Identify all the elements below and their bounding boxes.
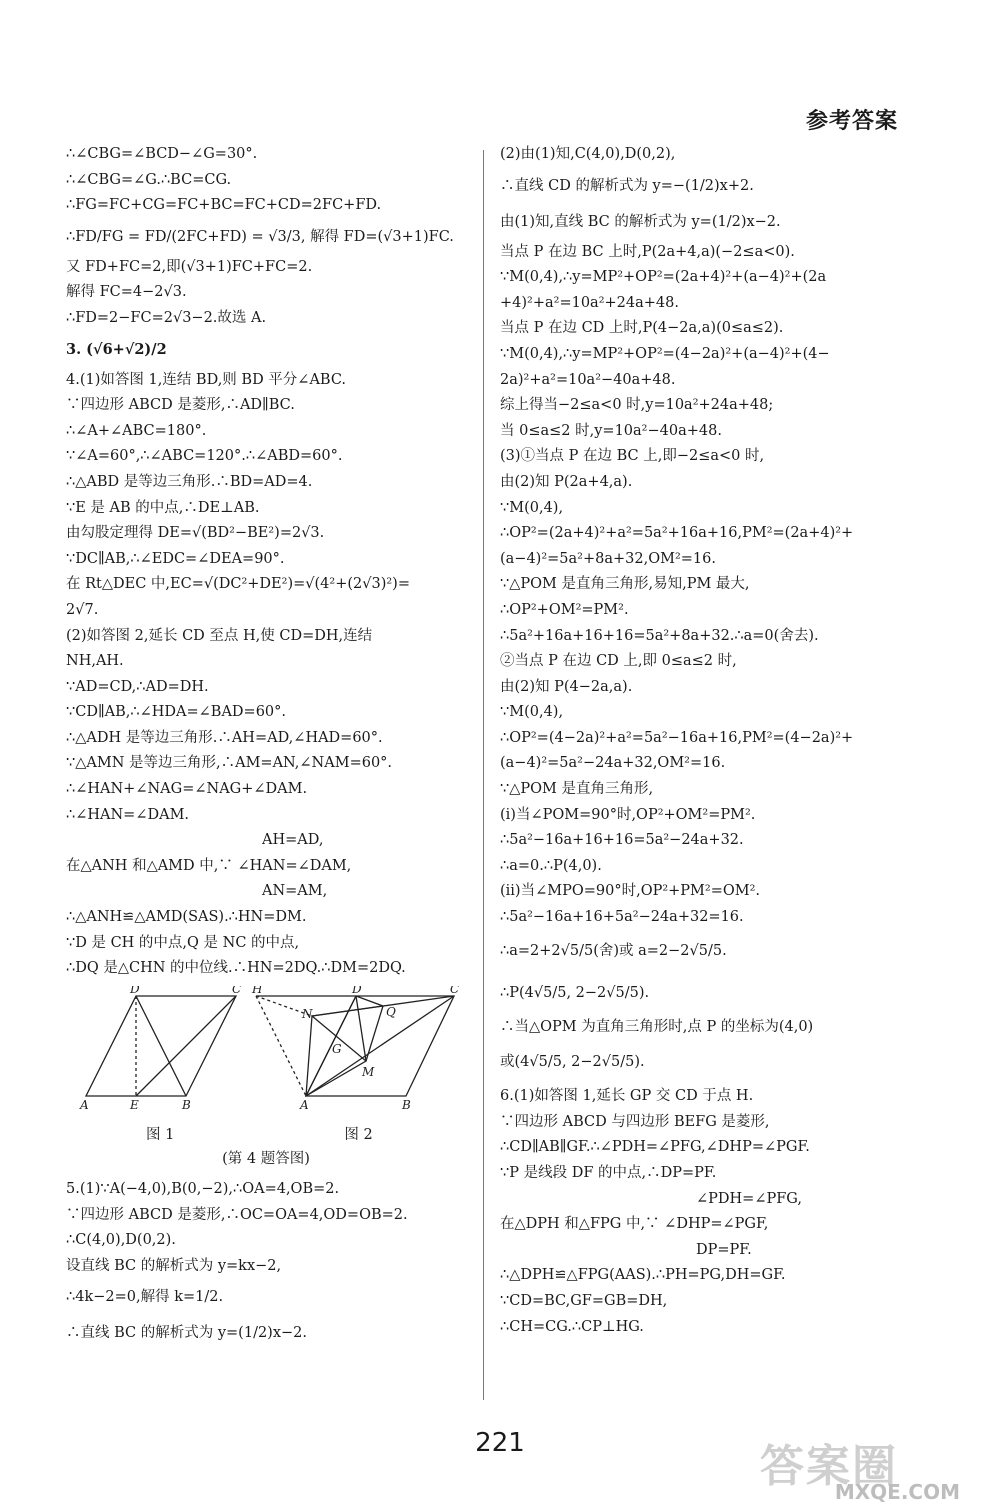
text-line: (3)①当点 P 在边 BC 上,即−2≤a<0 时, <box>500 448 765 465</box>
text-line: ∵∠A=60°,∴∠ABC=120°.∴∠ABD=60°. <box>66 448 343 465</box>
text-line: 由(2)知 P(4−2a,a). <box>500 678 633 695</box>
geometry-figures <box>66 986 466 1114</box>
text-line: ∴CH=CG.∴CP⊥HG. <box>500 1318 644 1335</box>
text-line: (ii)当∠MPO=90°时,OP²+PM²=OM². <box>500 883 761 900</box>
text-line: 4.(1)如答图 1,连结 BD,则 BD 平分∠ABC. <box>66 371 347 388</box>
text-line: (2)由(1)知,C(4,0),D(0,2), <box>500 146 676 162</box>
figure-1 <box>86 996 236 1096</box>
answer-6: 6.(1)如答图 1,延长 GP 交 CD 于点 H. <box>500 1088 754 1105</box>
figure-2 <box>256 996 454 1096</box>
text-line: ∵CD∥AB,∴∠HDA=∠BAD=60°. <box>66 704 287 721</box>
text-line: ∴∠CBG=∠BCD−∠G=30°. <box>66 146 258 162</box>
text-line: 设直线 BC 的解析式为 y=kx−2, <box>66 1257 282 1274</box>
text-line: ∵CD=BC,GF=GB=DH, <box>500 1292 668 1309</box>
text-line: ∴∠HAN+∠NAG=∠NAG+∠DAM. <box>66 781 308 798</box>
left-column <box>66 142 466 1351</box>
column-divider <box>483 150 484 1400</box>
fig2-caption: 图 2 <box>344 1127 373 1144</box>
brace-line: DP=PF. <box>696 1241 752 1258</box>
text-line: ∴直线 CD 的解析式为 y=−(1/2)x+2. <box>500 177 754 194</box>
fig2-label-M: M <box>362 1064 375 1079</box>
text-line: 又 FD+FC=2,即(√3+1)FC+FC=2. <box>66 258 313 275</box>
text-line: 当 0≤a≤2 时,y=10a²−40a+48. <box>500 422 722 439</box>
brace-line: ∠PDH=∠PFG, <box>696 1190 802 1207</box>
fig2-label-C: C <box>450 985 460 996</box>
fig1-caption: 图 1 <box>146 1127 175 1144</box>
watermark-text: 答案圈 <box>760 1441 898 1492</box>
text-line: ∵△POM 是直角三角形, <box>500 781 654 798</box>
fig1-label-D: D <box>130 985 140 996</box>
text-line: ∴4k−2=0,解得 k=1/2. <box>66 1289 224 1306</box>
text-line: ∴5a²−16a+16+16=5a²−24a+32. <box>500 832 744 849</box>
text-line: ∵AD=CD,∴AD=DH. <box>66 678 209 695</box>
text-line: ∴a=2+2√5/5(舍)或 a=2−2√5/5. <box>500 942 727 959</box>
text-line: ∴CD∥AB∥GF.∴∠PDH=∠PFG,∠DHP=∠PGF. <box>500 1139 810 1156</box>
brace-line: AN=AM, <box>262 883 328 900</box>
fig2-label-B: B <box>402 1097 411 1112</box>
fig1-label-C: C <box>232 985 242 996</box>
text-line: NH,AH. <box>66 653 124 670</box>
text-line: +4)²+a²=10a²+24a+48. <box>500 294 679 311</box>
page-number: 221 <box>475 1428 525 1458</box>
text-line: ∴△ADH 是等边三角形.∴AH=AD,∠HAD=60°. <box>66 729 383 746</box>
watermark-url: MXQE.COM <box>834 1480 960 1504</box>
text-line: ∴a=0.∴P(4,0). <box>500 857 602 874</box>
text-line: 解得 FC=4−2√3. <box>66 284 187 301</box>
text-line: 当点 P 在边 CD 上时,P(4−2a,a)(0≤a≤2). <box>500 320 784 337</box>
text-line: ∴∠HAN=∠DAM. <box>66 806 190 823</box>
text-line: (2)如答图 2,延长 CD 至点 H,使 CD=DH,连结 <box>66 627 373 644</box>
text-line: ∵四边形 ABCD 与四边形 BEFG 是菱形, <box>500 1113 770 1130</box>
text-line: ∴5a²−16a+16+5a²−24a+32=16. <box>500 909 744 926</box>
text-line: ∴OP²=(4−2a)²+a²=5a²−16a+16,PM²=(4−2a)²+ <box>500 729 854 746</box>
text-line: ∴当△OPM 为直角三角形时,点 P 的坐标为(4,0) <box>500 1018 814 1035</box>
watermark-logo <box>760 1430 970 1504</box>
text-line: ∴△DPH≌△FPG(AAS).∴PH=PG,DH=GF. <box>500 1267 786 1284</box>
text-line: 综上得当−2≤a<0 时,y=10a²+24a+48; <box>500 397 774 414</box>
fig1-label-E: E <box>130 1097 139 1112</box>
text-line: ∴OP²+OM²=PM². <box>500 601 629 618</box>
text-line: 由(2)知 P(2a+4,a). <box>500 473 633 490</box>
fig2-label-A: A <box>300 1097 309 1112</box>
answer-3: 3. (√6+√2)/2 <box>66 340 167 358</box>
text-line: ∵P 是线段 DF 的中点,∴DP=PF. <box>500 1165 717 1181</box>
text-line: 在 Rt△DEC 中,EC=√(DC²+DE²)=√(4²+(2√3)²)= <box>66 576 410 593</box>
text-line: ∵M(0,4),∴y=MP²+OP²=(2a+4)²+(a−4)²+(2a <box>500 269 827 286</box>
text-line: ∴∠A+∠ABC=180°. <box>66 422 207 439</box>
text-line: ∵四边形 ABCD 是菱形,∴OC=OA=4,OD=OB=2. <box>66 1206 408 1223</box>
text-line: ∴∠CBG=∠G.∴BC=CG. <box>66 171 232 188</box>
text-line: ∵四边形 ABCD 是菱形,∴AD∥BC. <box>66 397 295 414</box>
text-line: (i)当∠POM=90°时,OP²+OM²=PM². <box>500 806 756 823</box>
fig1-label-A: A <box>80 1097 89 1112</box>
text-line: ∴P(4√5/5, 2−2√5/5). <box>500 984 650 1001</box>
text-line: (a−4)²=5a²−24a+32,OM²=16. <box>500 755 726 772</box>
brace-line: 在△DPH 和△FPG 中,∵ ∠DHP=∠PGF, <box>500 1216 769 1233</box>
text-line: 2√7. <box>66 601 99 618</box>
text-line: 5.(1)∵A(−4,0),B(0,−2),∴OA=4,OB=2. <box>66 1181 340 1197</box>
text-line: ∴OP²=(2a+4)²+a²=5a²+16a+16,PM²=(2a+4)²+ <box>500 525 854 542</box>
fig2-label-N: N <box>302 1006 313 1021</box>
fig2-label-Q: Q <box>386 1004 396 1019</box>
text-line: ∵DC∥AB,∴∠EDC=∠DEA=90°. <box>66 550 285 567</box>
text-line: (a−4)²=5a²+8a+32,OM²=16. <box>500 550 716 567</box>
text-line: ∵M(0,4),∴y=MP²+OP²=(4−2a)²+(a−4)²+(4− <box>500 345 830 362</box>
text-line: 或(4√5/5, 2−2√5/5). <box>500 1054 645 1071</box>
brace-line: AH=AD, <box>262 832 324 849</box>
text-line: ∴DQ 是△CHN 的中位线.∴HN=2DQ.∴DM=2DQ. <box>66 960 406 977</box>
right-column <box>500 142 900 1340</box>
text-line: 由勾股定理得 DE=√(BD²−BE²)=2√3. <box>66 525 325 542</box>
text-line: ∴5a²+16a+16+16=5a²+8a+32.∴a=0(舍去). <box>500 627 819 644</box>
text-line: ∴FG=FC+CG=FC+BC=FC+CD=2FC+FD. <box>66 197 382 214</box>
text-line: ∵M(0,4), <box>500 704 564 721</box>
fig2-label-G: G <box>332 1041 342 1056</box>
text-line: ∴FD=2−FC=2√3−2.故选 A. <box>66 309 267 326</box>
brace-line: 在△ANH 和△AMD 中,∵ ∠HAN=∠DAM, <box>66 857 352 874</box>
figure-caption: (第 4 题答图) <box>222 1151 310 1168</box>
text-line: ∴直线 BC 的解析式为 y=(1/2)x−2. <box>66 1325 307 1342</box>
fig2-label-H: H <box>252 985 263 996</box>
text-line: ∵△POM 是直角三角形,易知,PM 最大, <box>500 576 750 593</box>
text-line: ②当点 P 在边 CD 上,即 0≤a≤2 时, <box>500 653 737 670</box>
text-line: ∴△ANH≌△AMD(SAS).∴HN=DM. <box>66 909 307 926</box>
text-line: ∵D 是 CH 的中点,Q 是 NC 的中点, <box>66 934 300 951</box>
text-line: 2a)²+a²=10a²−40a+48. <box>500 371 676 388</box>
page-header-title: 参考答案 <box>805 109 898 134</box>
text-line: ∴△ABD 是等边三角形.∴BD=AD=4. <box>66 473 313 490</box>
fig2-label-D: D <box>352 985 362 996</box>
text-line: ∴FD/FG = FD/(2FC+FD) = √3/3, 解得 FD=(√3+1)FC. <box>66 228 454 245</box>
text-line: ∵M(0,4), <box>500 499 564 516</box>
text-line: 当点 P 在边 BC 上时,P(2a+4,a)(−2≤a<0). <box>500 243 795 260</box>
text-line: ∴C(4,0),D(0,2). <box>66 1232 176 1249</box>
text-line: ∵△AMN 是等边三角形,∴AM=AN,∠NAM=60°. <box>66 755 393 772</box>
text-line: 由(1)知,直线 BC 的解析式为 y=(1/2)x−2. <box>500 213 781 230</box>
text-line: ∵E 是 AB 的中点,∴DE⊥AB. <box>66 499 260 516</box>
fig1-label-B: B <box>182 1097 191 1112</box>
